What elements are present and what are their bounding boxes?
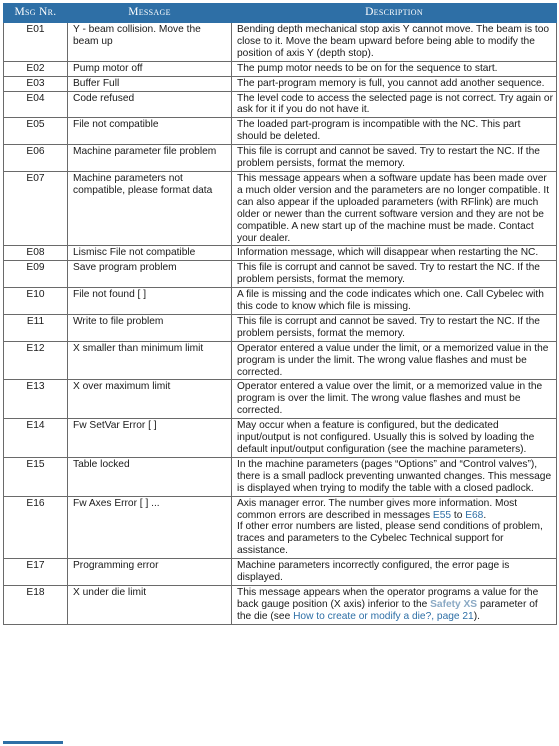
desc-text: If other error numbers are listed, please send conditions of problem, traces and parameters to the Cybelec Technical support for assistance. bbox=[237, 521, 543, 557]
row-message: Fw Axes Error [ ] ... bbox=[68, 496, 232, 559]
table-row bbox=[4, 261, 557, 288]
row-code: E18 bbox=[4, 585, 68, 624]
header-description: Description bbox=[232, 4, 557, 23]
error-table-page bbox=[3, 3, 556, 625]
row-description: A file is missing and the code indicates which one. Call Cybelec with this code to know which file is missing. bbox=[232, 288, 557, 315]
row-description: May occur when a feature is configured, but the dedicated input/output is not configured. Usually this is solved by loading the default input/output configuration (see the machine parameters). bbox=[232, 419, 557, 458]
row-code: E04 bbox=[4, 91, 68, 118]
row-description: The part-program memory is full, you cannot add another sequence. bbox=[232, 76, 557, 91]
desc-text: parameter of the die (see bbox=[237, 598, 538, 622]
row-code: E11 bbox=[4, 314, 68, 341]
desc-text: to bbox=[451, 509, 466, 521]
footer-accent-bar bbox=[3, 741, 63, 744]
row-description: This file is corrupt and cannot be saved. Try to restart the NC. If the problem persists, format the memory. bbox=[232, 314, 557, 341]
row-message: Write to file problem bbox=[68, 314, 232, 341]
row-description: Machine parameters incorrectly configured, the error page is displayed. bbox=[232, 559, 557, 586]
safety-xs-label: Safety XS bbox=[430, 598, 478, 610]
table-row bbox=[4, 341, 557, 380]
table-row bbox=[4, 171, 557, 245]
row-code: E09 bbox=[4, 261, 68, 288]
row-description: This message appears when a software update has been made over a much older version and the parameters are no longer compatible. It can also appear if the uploaded parameters (with RFlink) are much older or newer than the current software version and they are not be compatible. A new start up of the machine must be made. Contact your dealer. bbox=[232, 171, 557, 245]
row-message: Y - beam collision. Move the beam up bbox=[68, 23, 232, 62]
row-message: File not found [ ] bbox=[68, 288, 232, 315]
row-code: E17 bbox=[4, 559, 68, 586]
row-description bbox=[232, 585, 557, 624]
row-message: Code refused bbox=[68, 91, 232, 118]
row-code: E06 bbox=[4, 145, 68, 172]
row-code: E08 bbox=[4, 246, 68, 261]
row-message: Lismisc File not compatible bbox=[68, 246, 232, 261]
table-row bbox=[4, 76, 557, 91]
table-row bbox=[4, 496, 557, 559]
row-message: File not compatible bbox=[68, 118, 232, 145]
row-message: Fw SetVar Error [ ] bbox=[68, 419, 232, 458]
table-row bbox=[4, 559, 557, 586]
desc-text: . bbox=[483, 509, 487, 521]
table-row bbox=[4, 419, 557, 458]
row-message: Pump motor off bbox=[68, 61, 232, 76]
row-code: E07 bbox=[4, 171, 68, 245]
row-message: Buffer Full bbox=[68, 76, 232, 91]
table-row bbox=[4, 246, 557, 261]
row-description bbox=[232, 496, 557, 559]
error-messages-table bbox=[3, 3, 557, 625]
row-message: Programming error bbox=[68, 559, 232, 586]
row-code: E13 bbox=[4, 380, 68, 419]
row-description: This file is corrupt and cannot be saved. Try to restart the NC. If the problem persists, format the memory. bbox=[232, 145, 557, 172]
table-row bbox=[4, 145, 557, 172]
row-code: E14 bbox=[4, 419, 68, 458]
row-message: Machine parameter file problem bbox=[68, 145, 232, 172]
row-code: E10 bbox=[4, 288, 68, 315]
table-row bbox=[4, 380, 557, 419]
row-code: E02 bbox=[4, 61, 68, 76]
desc-text: This message appears when the operator programs a value for the back gauge position (X axis) inferior to the bbox=[237, 586, 539, 610]
row-description: This file is corrupt and cannot be saved. Try to restart the NC. If the problem persists, format the memory. bbox=[232, 261, 557, 288]
table-row bbox=[4, 118, 557, 145]
table-header-row bbox=[4, 4, 557, 23]
table-row bbox=[4, 457, 557, 496]
desc-text: ). bbox=[473, 610, 480, 622]
row-code: E12 bbox=[4, 341, 68, 380]
table-row bbox=[4, 288, 557, 315]
row-code: E05 bbox=[4, 118, 68, 145]
row-code: E16 bbox=[4, 496, 68, 559]
header-message: Message bbox=[68, 4, 232, 23]
row-message: Machine parameters not compatible, please format data bbox=[68, 171, 232, 245]
row-description: The pump motor needs to be on for the sequence to start. bbox=[232, 61, 557, 76]
row-code: E01 bbox=[4, 23, 68, 62]
table-row bbox=[4, 91, 557, 118]
table-row bbox=[4, 585, 557, 624]
row-description: Operator entered a value under the limit, or a memorized value in the program is under the limit. The wrong value flashes and must be corrected. bbox=[232, 341, 557, 380]
header-msg-nr: Msg Nr. bbox=[4, 4, 68, 23]
link-create-modify-die[interactable]: How to create or modify a die?, page 21 bbox=[293, 610, 474, 622]
row-message: X over maximum limit bbox=[68, 380, 232, 419]
desc-text: Axis manager error. The number gives more information. Most common errors are described in messages bbox=[237, 497, 518, 521]
link-e55[interactable]: E55 bbox=[432, 509, 452, 521]
link-e68[interactable]: E68 bbox=[465, 509, 484, 521]
row-code: E15 bbox=[4, 457, 68, 496]
row-message: X smaller than minimum limit bbox=[68, 341, 232, 380]
row-description: In the machine parameters (pages “Options” and “Control valves”), there is a small padlock preventing unwanted changes. This message is displayed when trying to modify the table with a closed padlock. bbox=[232, 457, 557, 496]
table-row bbox=[4, 314, 557, 341]
table-row bbox=[4, 61, 557, 76]
row-message: Table locked bbox=[68, 457, 232, 496]
row-description: The level code to access the selected page is not correct. Try again or ask for it if you do not have it. bbox=[232, 91, 557, 118]
row-code: E03 bbox=[4, 76, 68, 91]
table-row bbox=[4, 23, 557, 62]
row-message: X under die limit bbox=[68, 585, 232, 624]
row-description: Information message, which will disappear when restarting the NC. bbox=[232, 246, 557, 261]
row-description: Bending depth mechanical stop axis Y cannot move. The beam is too close to it. Move the beam upward before being able to modify the position of axis Y (depth stop). bbox=[232, 23, 557, 62]
row-message: Save program problem bbox=[68, 261, 232, 288]
row-description: The loaded part-program is incompatible with the NC. This part should be deleted. bbox=[232, 118, 557, 145]
row-description: Operator entered a value over the limit, or a memorized value in the program is over the limit. The wrong value flashes and must be corrected. bbox=[232, 380, 557, 419]
